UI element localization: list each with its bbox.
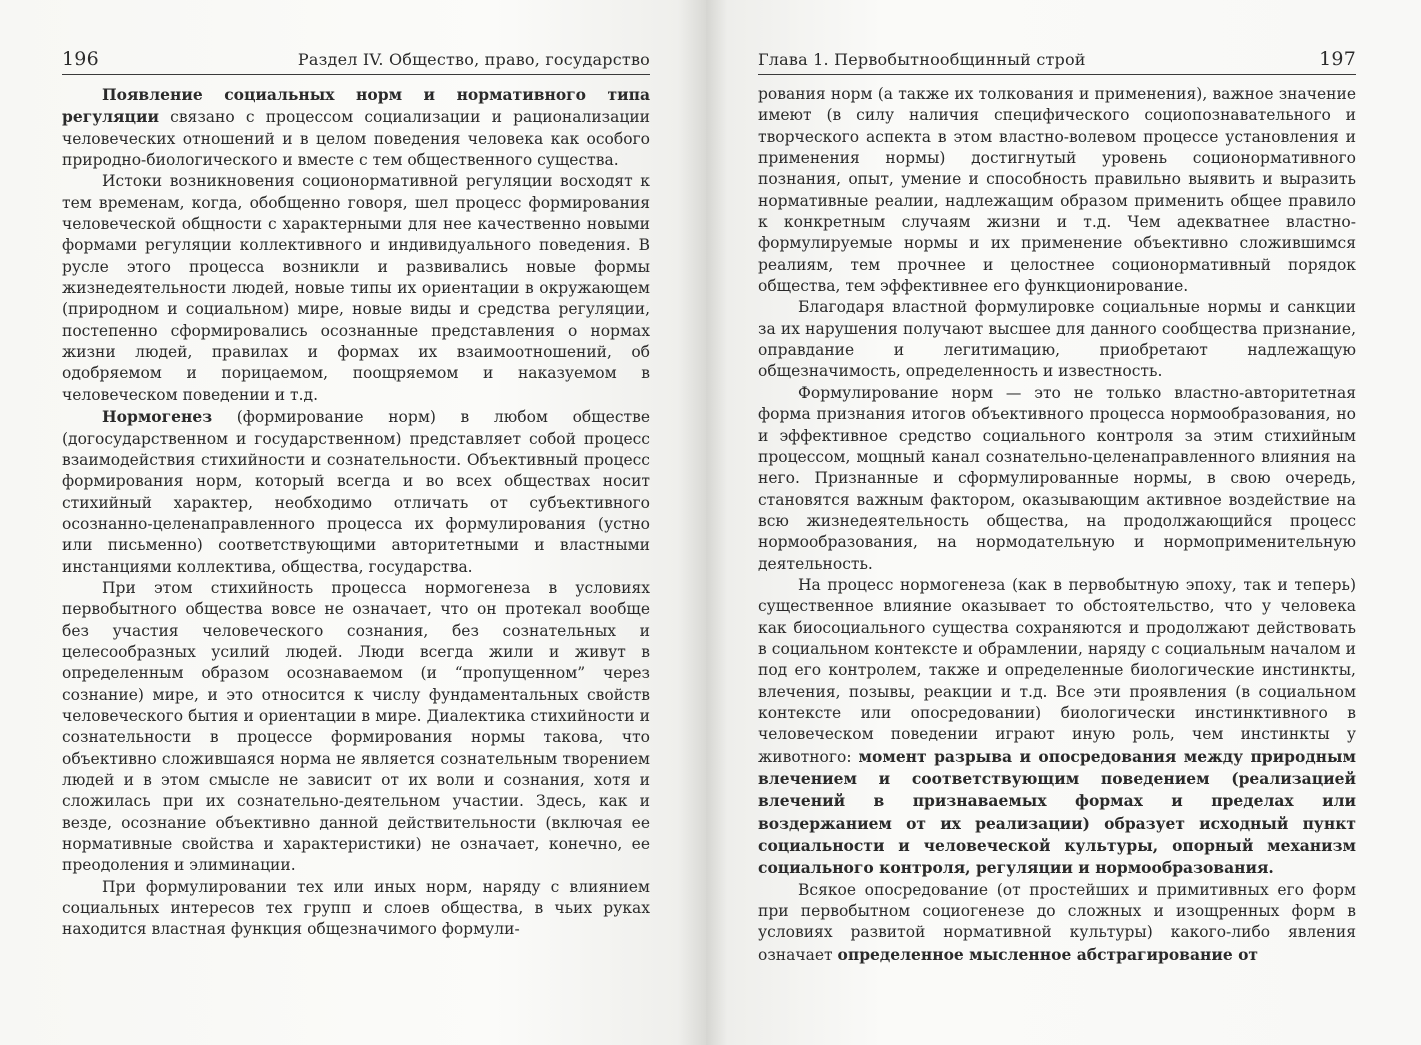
paragraph-text: Формулирование норм — это не только властно-авторитетная форма признания итогов объективного процесса нормообразования, но и эффективное средство социального контроля за этим стихийным процессом, мощный канал сознательно-целенаправленного влияния на него. Признанные и сформулированные нормы, в свою очередь, становятся важным фактором, оказывающим активное воздействие на всю жизнедеятельность общества, на продолжающийся процесс нормообразования, на нормодательную и нормоприменительную деятельность. bbox=[758, 383, 1356, 573]
left-running-title: Раздел IV. Общество, право, государство bbox=[297, 50, 650, 69]
bold-passage: определенное мысленное абстрагирование от bbox=[837, 944, 1259, 964]
left-page bbox=[0, 0, 706, 1045]
paragraph-text: При этом стихийность процесса нормогенеза в условиях первобытного общества вовсе не означает, что он протекал вообще без участия человеческого сознания, без сознательных и целесообразных усилий людей. Люди всегда жили и живут в определенным образом осознаваемом (и “пропущенном” через сознание) мире, и это относится к числу фундаментальных свойств человеческого бытия и ориентации в мире. Диалектика стихийности и сознательности в процессе формирования нормы такова, что объективно сложившаяся норма не является сознательным творением людей и в этом смысле не зависит от их воли и сознания, хотя и сложилась при их сознательно-деятельном участии. Здесь, как и везде, осознание объективно данной действительности (включая ее нормативные свойства и характеристики) не означает, конечно, ее преодоления и элиминации. bbox=[62, 578, 650, 875]
bold-term: Появление социальных норм и нормативного типа регуляции bbox=[62, 85, 650, 127]
paragraph-text: На процесс нормогенеза (как в первобытную эпоху, так и теперь) существенное влияние оказывает то обстоятельство, что у человека как биосоциального существа сохраняются и продолжают действовать в социальном контексте и обрамлении, наряду с социальным началом и под его контролем, также и определенные биологические инстинкты, влечения, позывы, реакции и т.д. Все эти проявления (в социальном контексте или опосредовании) биологически инстинктивного в человеческом поведении играют иную роль, чем инстинкты у животного: bbox=[758, 575, 1356, 766]
paragraph-text: При формулировании тех или иных норм, наряду с влиянием социальных интересов тех групп и слоев общества, в чьих руках находится властная функция общезначимого формули- bbox=[62, 877, 650, 939]
right-paragraph-1 bbox=[758, 297, 1356, 382]
paragraph-text: связано с процессом социализации и рационализации человеческих отношений и в целом поведения человека как особого природно-биологического и вместе с тем общественного существа. bbox=[62, 108, 650, 170]
right-page-number: 197 bbox=[1319, 48, 1356, 70]
right-continuation-paragraph: рования норм (а также их толкования и применения), важное значение имеют (в силу наличия специфического социопознавательного и творческого аспекта в этом властно-волевом процессе установления и применения нормы) достигнутый уровень соционормативного познания, опыт, умение и способность правильно выявить и выразить нормативные реалии, надлежащим образом применить общее правило к конкретным случаям жизни и т.д. Чем адекватнее властно-формулируемые нормы и их применение объективно сложившимся реалиям, тем прочнее и целостнее соционормативный порядок общества, тем эффективнее его функционирование. bbox=[758, 85, 1356, 296]
left-paragraph-3 bbox=[62, 406, 650, 578]
right-text-block bbox=[758, 84, 1356, 966]
paragraph-text: (формирование норм) в любом обществе (догосударственном и государственном) представляет собой процесс взаимодействия стихийности и сознательности. Объективный процесс формирования норм, который всегда и во всех обществах носит стихийный характер, необходимо отличать от субъективного осознанно-целенаправленного процесса их формулирования (устно или письменно) соответствующими авторитетными и властными инстанциями коллектива, общества, государства. bbox=[62, 408, 650, 576]
right-paragraph-2 bbox=[758, 383, 1356, 575]
right-running-head bbox=[758, 48, 1356, 75]
right-page bbox=[706, 0, 1421, 1045]
left-paragraph-4 bbox=[62, 578, 650, 877]
right-paragraph-4 bbox=[758, 880, 1356, 966]
left-paragraph-5 bbox=[62, 877, 650, 941]
paragraph-text: Истоки возникновения соционормативной регуляции восходят к тем временам, когда, обобщенно говоря, шел процесс формирования человеческой общности с характерными для нее качественно новыми формами регуляции коллективного и индивидуального поведения. В русле этого процесса возникли и развивались новые формы жизнедеятельности людей, новые типы их ориентации в окружающем (природном и социальном) мире, новые виды и средства регуляции, постепенно сформировались осознанные представления о нормах жизни людей, правилах и формах их взаимоотношений, об одобряемом и порицаемом, поощряемом и наказуемом в человеческом поведении и т.д. bbox=[62, 172, 650, 404]
paragraph-text: Всякое опосредование (от простейших и примитивных его форм при первобытном социогенезе до сложных и изощренных форм в условиях развитой нормативной культуры) какого-либо явления означает bbox=[758, 880, 1356, 964]
left-paragraph-1 bbox=[62, 84, 650, 171]
left-page-number: 196 bbox=[62, 48, 99, 70]
paragraph-text: Благодаря властной формулировке социальные нормы и санкции за их нарушения получают высшее для данного сообщества признание, оправдание и легитимацию, приобретают надлежащую общезначимость, определенность и известность. bbox=[758, 298, 1356, 381]
right-paragraph-3 bbox=[758, 575, 1356, 880]
left-paragraph-2 bbox=[62, 171, 650, 406]
right-running-title: Глава 1. Первобытнообщинный строй bbox=[758, 50, 1086, 69]
bold-passage: момент разрыва и опосредования между природным влечением и соответствующим поведением (реализацией влечений в признаваемых формах и пределах или воздержанием от их реализации) образует исходный пункт социальности и человеческой культуры, опорный механизм социального контроля, регуляции и нормообразования. bbox=[758, 746, 1356, 878]
left-running-head bbox=[62, 48, 650, 75]
bold-term: Нормогенез bbox=[102, 407, 213, 427]
left-text-block bbox=[62, 84, 650, 941]
